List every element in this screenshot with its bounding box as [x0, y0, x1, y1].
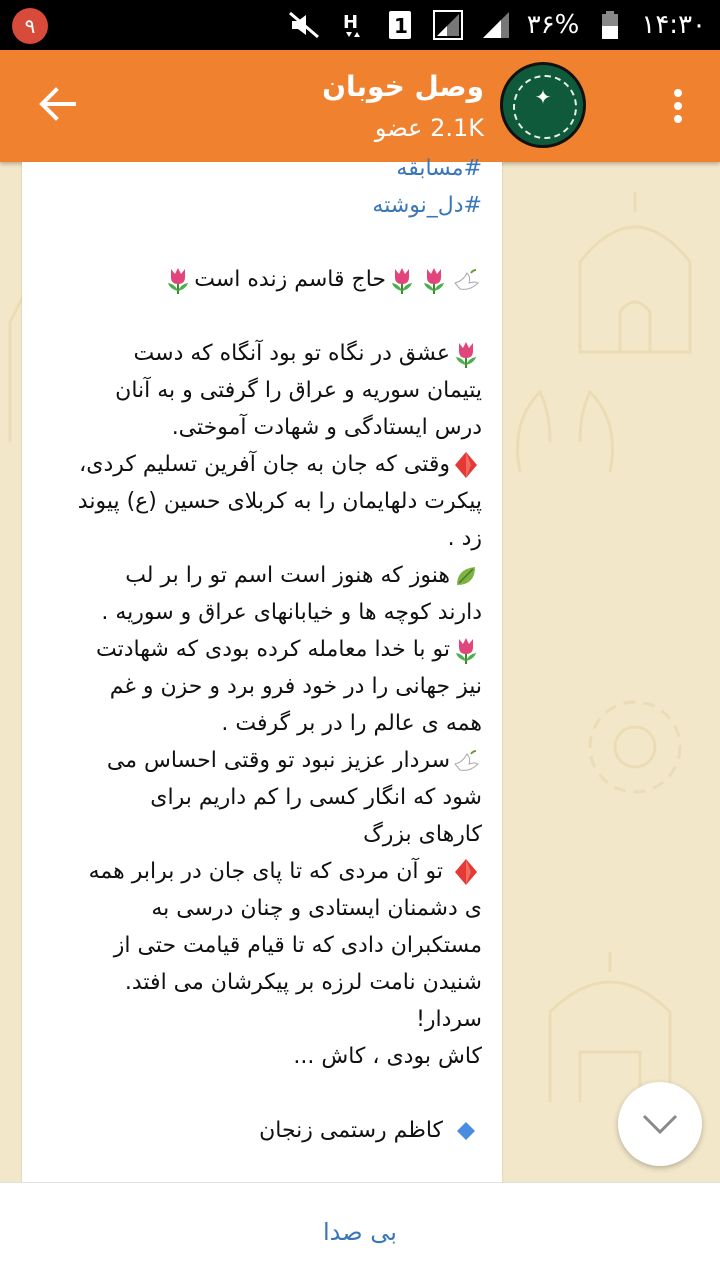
dove-icon	[451, 265, 481, 295]
line-text: درس ایستادگی و شهادت آموختی.	[171, 415, 482, 440]
channel-avatar[interactable]	[500, 62, 586, 148]
diamond-icon	[451, 450, 481, 480]
message-line	[22, 705, 482, 742]
message-line	[22, 779, 482, 816]
message-line	[22, 742, 482, 779]
svg-text:H: H	[342, 12, 358, 33]
mute-toggle-button[interactable]: بی صدا	[323, 1218, 397, 1246]
menu-dot	[674, 102, 682, 110]
line-text: یتیمان سوریه و عراق را گرفتی و به آنان	[115, 378, 482, 403]
notification-badge: ۹	[12, 8, 48, 44]
tulip-icon	[451, 635, 481, 665]
message-line	[22, 557, 482, 594]
line-text: سردار!	[416, 1007, 482, 1032]
message-line	[22, 964, 482, 1001]
arrow-left-icon	[30, 76, 86, 132]
status-icons	[287, 0, 706, 50]
line-text: زد .	[447, 526, 482, 551]
more-vertical-icon	[674, 89, 682, 97]
line-text: پیکرت دلهایمان را به کربلای حسین (ع) پیوند	[77, 489, 482, 514]
message-line	[22, 853, 482, 890]
message-line	[22, 520, 482, 557]
small-diamond-icon	[451, 1116, 481, 1146]
more-menu-button[interactable]	[666, 86, 690, 126]
line-text: سردار عزیز نبود تو وقتی احساس می	[106, 748, 450, 773]
clock: ۱۴:۳۰	[641, 10, 706, 40]
tulip-icon	[163, 265, 193, 295]
message-line	[22, 298, 482, 335]
message-text	[22, 150, 482, 1149]
menu-dot	[674, 115, 682, 123]
tulip-icon	[387, 265, 417, 295]
network-h-icon	[335, 10, 369, 40]
line-text: شنیدن نامت لرزه بر پیکرشان می افتد.	[124, 970, 482, 995]
hashtag-link[interactable]	[22, 187, 482, 224]
back-button[interactable]	[30, 76, 86, 132]
message-line	[22, 1112, 482, 1149]
line-text: شود که انگار کسی را کم داریم برای	[150, 785, 482, 810]
bottom-bar	[0, 1182, 720, 1281]
leaf-icon	[451, 561, 481, 591]
svg-text:1: 1	[393, 14, 408, 38]
message-line	[22, 261, 482, 298]
line-text: ی دشمنان ایستادی و چنان درسی به	[151, 896, 482, 921]
message-line	[22, 483, 482, 520]
message-line	[22, 335, 482, 372]
sim-icon	[383, 10, 417, 40]
message-line	[22, 594, 482, 631]
chevron-down-icon	[640, 1112, 680, 1136]
line-text: دارند کوچه ها و خیابانهای عراق و سوریه .	[101, 600, 482, 625]
message-line	[22, 1001, 482, 1038]
message-line	[22, 446, 482, 483]
line-text: کاش بودی ، کاش ...	[293, 1044, 482, 1069]
scroll-down-button[interactable]	[618, 1082, 702, 1166]
mute-icon	[287, 10, 321, 40]
battery-icon	[593, 10, 627, 40]
hashtag-link[interactable]	[22, 150, 482, 187]
diamond-icon	[451, 857, 481, 887]
member-count: 2.1K عضو	[374, 114, 484, 142]
message-line	[22, 668, 482, 705]
message-line	[22, 1075, 482, 1112]
line-text: کارهای بزرگ	[363, 822, 482, 847]
line-text: همه ی عالم را در بر گرفت .	[221, 711, 482, 736]
tulip-icon	[451, 339, 481, 369]
signal-2-icon	[479, 10, 513, 40]
line-text: هنوز که هنوز است اسم تو را بر لب	[125, 563, 450, 588]
channel-header	[0, 50, 720, 162]
doodle-flower-icon	[570, 682, 700, 812]
line-text: #دل_نوشته	[372, 193, 482, 218]
signal-1-icon	[431, 10, 465, 40]
message-line	[22, 372, 482, 409]
line-text: حاج قاسم زنده است	[194, 267, 386, 292]
line-text: کاظم رستمی زنجان	[259, 1118, 450, 1143]
line-text: مستکبران دادی که تا قیام قیامت حتی از	[113, 933, 482, 958]
channel-title[interactable]: وصل خوبان	[322, 70, 484, 103]
message-line	[22, 927, 482, 964]
message-line	[22, 631, 482, 668]
line-text: تو با خدا معامله کرده بودی که شهادتت	[96, 637, 450, 662]
line-text: وقتی که جان به جان آفرین تسلیم کردی،	[79, 452, 450, 477]
status-bar	[0, 0, 720, 50]
tulip-icon	[419, 265, 449, 295]
dove-icon	[451, 746, 481, 776]
line-text: تو آن مردی که تا پای جان در برابر همه	[88, 859, 450, 884]
message-line	[22, 224, 482, 261]
message-line	[22, 890, 482, 927]
doodle-mosque-icon	[560, 182, 710, 362]
line-text: #مسابقه	[396, 156, 482, 181]
channel-logo-icon: ✦	[534, 85, 552, 109]
battery-percent: ۳۶%	[526, 10, 580, 40]
line-text: نیز جهانی را در خود فرو برد و حزن و غم	[109, 674, 482, 699]
message-line	[22, 409, 482, 446]
line-text: عشق در نگاه تو بود آنگاه که دست	[133, 341, 450, 366]
message-line	[22, 816, 482, 853]
doodle-hands-icon	[500, 362, 630, 492]
message-line	[22, 1038, 482, 1075]
